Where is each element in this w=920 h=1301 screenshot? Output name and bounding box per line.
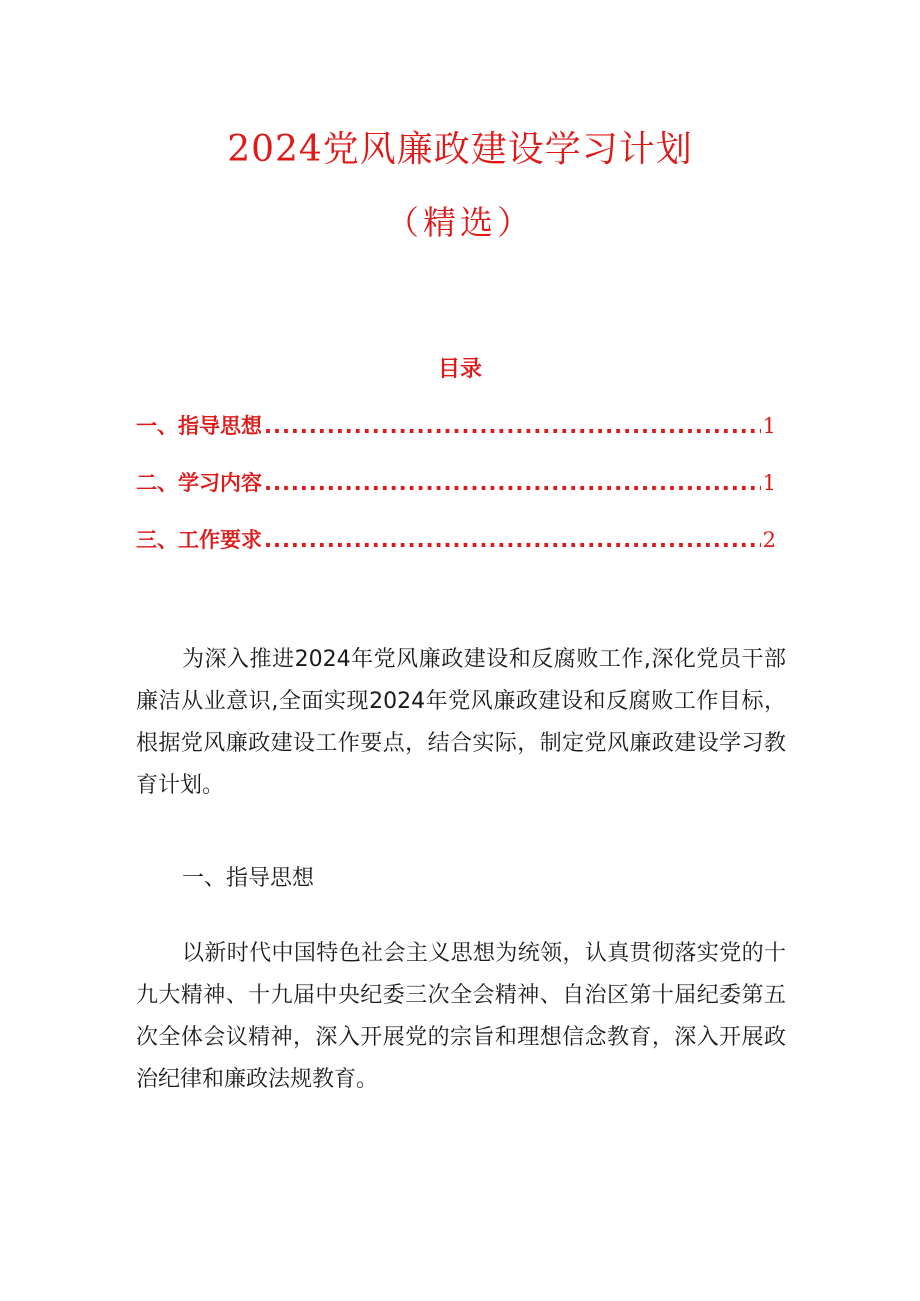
toc-item-guiding-thought[interactable] xyxy=(136,406,776,446)
section-paragraph-guiding-thought: 以新时代中国特色社会主义思想为统领，认真贯彻落实党的十九大精神、十九届中央纪委三次全会精神、自治区第十届纪委第五次全体会议精神，深入开展党的宗旨和理想信念教育，深入开展政治纪律和廉政法规教育。 xyxy=(136,941,786,1092)
toc-dot-leader xyxy=(264,406,761,446)
document-subtitle: （精选） xyxy=(386,203,534,242)
toc-heading: 目录 xyxy=(437,357,482,382)
toc-item-study-content[interactable] xyxy=(136,463,776,503)
intro-paragraph: 为深入推进2024年党风廉政建设和反腐败工作,深化党员干部廉洁从业意识,全面实现2024年党风廉政建设和反腐败工作目标，根据党风廉政建设工作要点，结合实际，制定党风廉政建设学习教育计划。 xyxy=(136,647,786,798)
toc-item-page: 2 xyxy=(762,528,776,552)
toc-item-label: 三、工作要求 xyxy=(136,528,262,552)
toc-dot-leader xyxy=(264,520,761,560)
toc-item-label: 一、指导思想 xyxy=(136,414,262,438)
toc-item-page: 1 xyxy=(762,414,776,438)
toc-item-label: 二、学习内容 xyxy=(136,471,262,495)
toc-item-work-requirements[interactable] xyxy=(136,520,776,560)
toc-dot-leader xyxy=(264,463,761,503)
document-title: 2024党风廉政建设学习计划 xyxy=(227,129,693,170)
toc-item-page: 1 xyxy=(762,471,776,495)
section-heading-guiding-thought: 一、指导思想 xyxy=(182,866,315,891)
